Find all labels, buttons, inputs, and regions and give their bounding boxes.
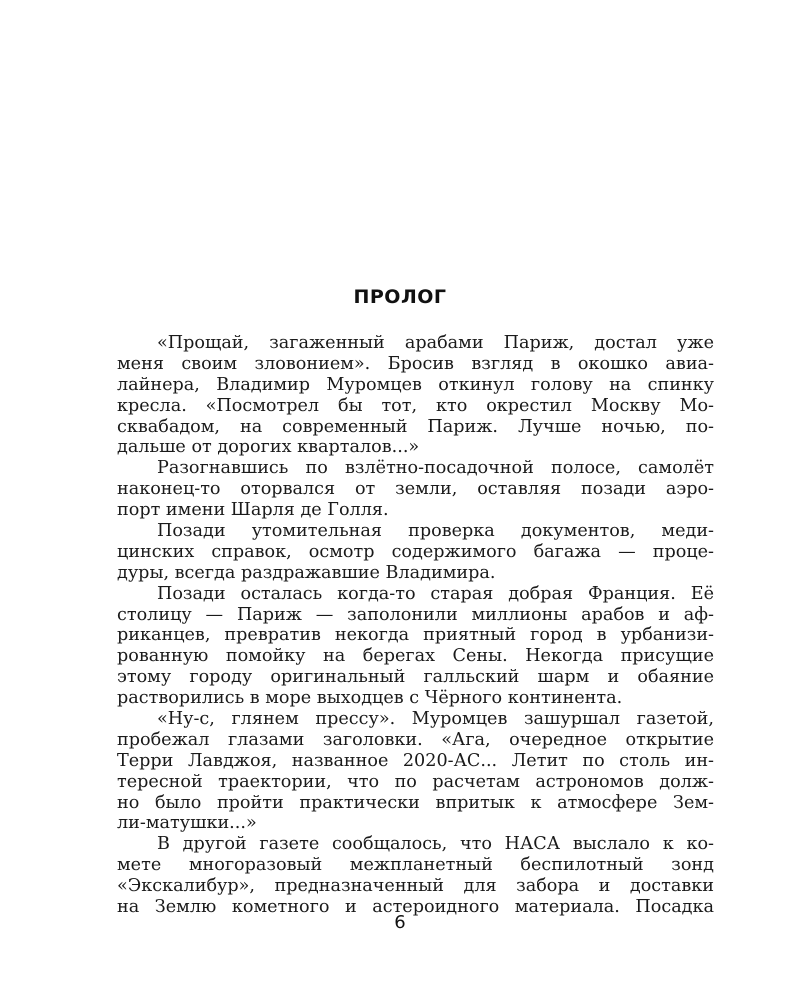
text-line: но было пройти практически впритык к атмосфере Зем- [117,792,714,813]
text-line: Позади утомительная проверка документов, меди- [157,521,714,542]
text-line: Терри Лавджоя, названное 2020-АС... Летит по столь ин- [117,750,714,771]
text-line: сквабадом, на современный Париж. Лучше ночью, по- [117,416,714,437]
text-line: наконец-то оторвался от земли, оставляя позади аэро- [117,479,714,500]
text-line: дальше от дорогих кварталов...» [117,437,420,458]
text-line: «Ну-с, глянем прессу». Муромцев зашуршал газетой, [157,709,714,730]
paragraph [117,458,714,521]
text-line: этому городу оригинальный галльский шарм и обаяние [117,667,714,688]
chapter-title: ПРОЛОГ [353,286,447,308]
text-line: рованную помойку на берегах Сены. Некогда присущие [117,646,714,667]
page-body-text [117,333,714,918]
text-line: пробежал глазами заголовки. «Ага, очередное открытие [117,729,714,750]
text-line: тересной траектории, что по расчетам астрономов долж- [117,771,714,792]
text-line: ли-матушки...» [117,813,257,834]
page-number: 6 [394,912,406,933]
text-line: порт имени Шарля де Голля. [117,500,389,521]
paragraph [117,521,714,584]
text-line: цинских справок, осмотр содержимого багажа — проце- [117,541,714,562]
text-line: столицу — Париж — заполонили миллионы арабов и аф- [117,604,714,625]
text-line: В другой газете сообщалось, что НАСА выслало к ко- [157,834,714,855]
text-line: кресла. «Посмотрел бы тот, кто окрестил Москву Мо- [117,395,714,416]
paragraph [117,333,714,458]
paragraph [117,834,714,918]
text-line: растворились в море выходцев с Чёрного континента. [117,688,623,709]
text-line: Позади осталась когда-то старая добрая Франция. Её [157,583,714,604]
text-line: Разогнавшись по взлётно-посадочной полосе, самолёт [157,458,714,479]
text-line: меня своим зловонием». Бросив взгляд в окошко авиа- [117,353,714,374]
text-line: на Землю кометного и астероидного материала. Посадка [117,897,714,918]
text-line: «Прощай, загаженный арабами Париж, достал уже [157,333,714,353]
text-line: лайнера, Владимир Муромцев откинул голову на спинку [117,374,714,395]
text-line: мете многоразовый межпланетный беспилотный зонд [117,855,714,876]
text-line: «Экскалибур», предназначенный для забора и доставки [117,876,714,897]
paragraph [117,709,714,834]
text-line: дуры, всегда раздражавшие Владимира. [117,562,496,583]
text-line: риканцев, превратив некогда приятный город в урбанизи- [117,625,714,646]
paragraph [117,584,714,709]
